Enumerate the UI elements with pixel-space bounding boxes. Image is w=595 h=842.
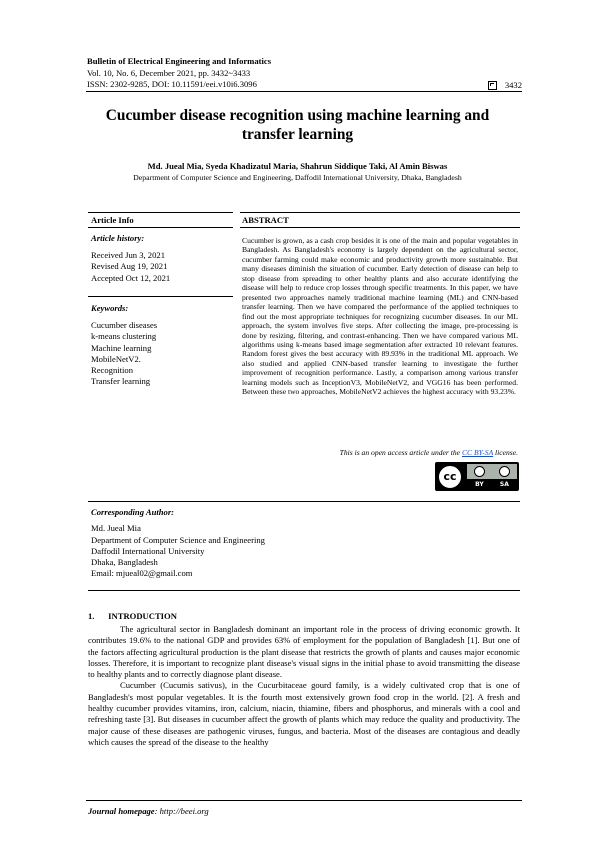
corr-line: Daffodil International University [91, 545, 205, 556]
keywords-block [91, 303, 157, 387]
paper-affiliation: Department of Computer Science and Engineering, Daffodil International University, Dhaka, Bangladesh [133, 173, 462, 182]
paragraph: Cucumber (Cucumis sativus), in the Cucurbitaceae gourd family, is a widely cultivated crop that is one of Bangladesh's most popular vegetables. It is the fourth most extensively grown food crop in the world. [2]. A fresh and healthy cucumber provides vitamins, iron, calcium, niacin, thiamine, fibers and phosphorus, and minerals with a cool and refreshing taste [3]. But diseases in cucumber affect the growth of plants which may reduce the quality and productivity. The major cause of these diseases are pathogenic viruses, fungus, and bacteria. Most of the diseases are contagious and deadly which causes the spread of the disease to the healthy [88, 680, 520, 747]
info-top-rule [88, 212, 233, 213]
paper-authors: Md. Jueal Mia, Syeda Khadizatul Maria, Shahrun Siddique Taki, Al Amin Biswas [147, 161, 448, 171]
cc-by-sa-badge[interactable] [435, 462, 519, 491]
paper-title: Cucumber disease recognition using machine learning and transfer learning [105, 107, 490, 143]
keyword: Transfer learning [91, 376, 151, 387]
badge-label-by: BY [475, 481, 484, 488]
keyword: Recognition [91, 365, 134, 376]
article-history [91, 233, 170, 284]
history-item: Accepted Oct 12, 2021 [91, 272, 171, 283]
journal-homepage [88, 806, 209, 816]
keyword: MobileNetV2. [91, 353, 141, 364]
homepage-url[interactable]: : http://beei.org [154, 806, 209, 816]
keywords-label: Keywords: [91, 303, 129, 313]
keyword: Machine learning [91, 342, 152, 353]
license-prefix: This is an open access article under the [339, 448, 461, 457]
abstract-top-rule [240, 212, 520, 213]
attribution-icon [474, 466, 485, 477]
corr-line: Dhaka, Bangladesh [91, 557, 158, 568]
info-head-rule [88, 227, 233, 228]
page-number: 3432 [504, 80, 522, 90]
issn-line: ISSN: 2302-9285, DOI: 10.11591/eei.v10i6.3096 [87, 79, 257, 89]
badge-label-sa: SA [499, 481, 509, 488]
corr-line: Department of Computer Science and Engineering [91, 534, 265, 545]
paragraph: The agricultural sector in Bangladesh dominant an important role in the process of driving economic growth. It contributes 19.6% to the national GDP and provides 63% of employment for the population of Bangladesh [1]. But one of the factors affecting agricultural production is the plant disease that restricts the growth of plants and causes major economic losses. Therefore, it is important to recognize plant disease's visual signs in the initial phase to avoid transmitting the disease to healthy plants and to correctly diagnose plant disease. [88, 624, 520, 680]
history-item: Revised Aug 19, 2021 [91, 261, 168, 272]
header-rule [86, 91, 522, 92]
article-info-heading: Article Info [91, 215, 134, 225]
license-link[interactable]: CC BY-SA [461, 448, 494, 457]
journal-name: Bulletin of Electrical Engineering and Informatics [87, 56, 272, 66]
keyword: Cucumber diseases [91, 320, 158, 331]
volume-line: Vol. 10, No. 6, December 2021, pp. 3432~3433 [87, 67, 251, 78]
section-heading [88, 611, 177, 621]
corr-line: Md. Jueal Mia [91, 523, 141, 534]
share-alike-icon [499, 466, 510, 477]
abstract-text: Cucumber is grown, as a cash crop besides it is one of the main and popular vegetables in Bangladesh. As Bangladesh's economy is largely dependent on the agricultural sector, cucumber farming could make economic and productivity growth more sustainable. But many diseases diminish the situation of cucumber. Early detection of disease can help to stop disease from spreading to other healthy plants and also accurate identifying the disease will help to reduce crop losses through specific treatments. In this paper, we have presented two approaches namely traditional machine learning (ML) and CNN-based transfer learning. Then we have compared the performance of the applied techniques to find out the most appropriate techniques for recognizing cucumber diseases. In our ML approach, the system involves five steps. After collecting the image, pre-processing is done by resizing, filtering, and contrast-enhancing. Then we have compared various ML algorithms using k-means based image segmentation after extracted 10 relevant features. Random forest gives the best accuracy with 89.93% in the traditional ML approach. We also studied and applied CNN-based transfer learning to investigate the further improvement of recognition performance. Lastly, a comparison among various transfer learning models such as InceptionV3, MobileNetV2, and VGG16 has been performed. Between these two approaches, MobileNetV2 achieves the highest accuracy with 93.23%. [242, 236, 518, 397]
license-suffix: license. [495, 448, 518, 457]
page-box-icon [488, 81, 497, 90]
abstract-heading: ABSTRACT [242, 215, 289, 225]
page-number-block [488, 80, 522, 90]
section-title: INTRODUCTION [108, 611, 177, 621]
cc-icon: cc [437, 464, 463, 490]
homepage-label: Journal homepage [88, 806, 155, 816]
history-rule [88, 296, 233, 297]
keyword: k-means clustering [91, 331, 157, 342]
corresponding-author [91, 507, 265, 580]
history-label: Article history: [91, 233, 145, 243]
corr-top-rule [88, 501, 520, 502]
footer-rule [86, 800, 522, 801]
abstract-head-rule [240, 227, 520, 228]
corr-bottom-rule [88, 590, 520, 591]
license-line [340, 448, 518, 457]
section-number: 1. [88, 611, 95, 621]
intro-body [88, 624, 520, 748]
history-item: Received Jun 3, 2021 [91, 250, 165, 261]
corr-label: Corresponding Author: [91, 507, 175, 517]
journal-header [87, 56, 271, 91]
corr-line: Email: mjueal02@gmail.com [91, 568, 193, 579]
